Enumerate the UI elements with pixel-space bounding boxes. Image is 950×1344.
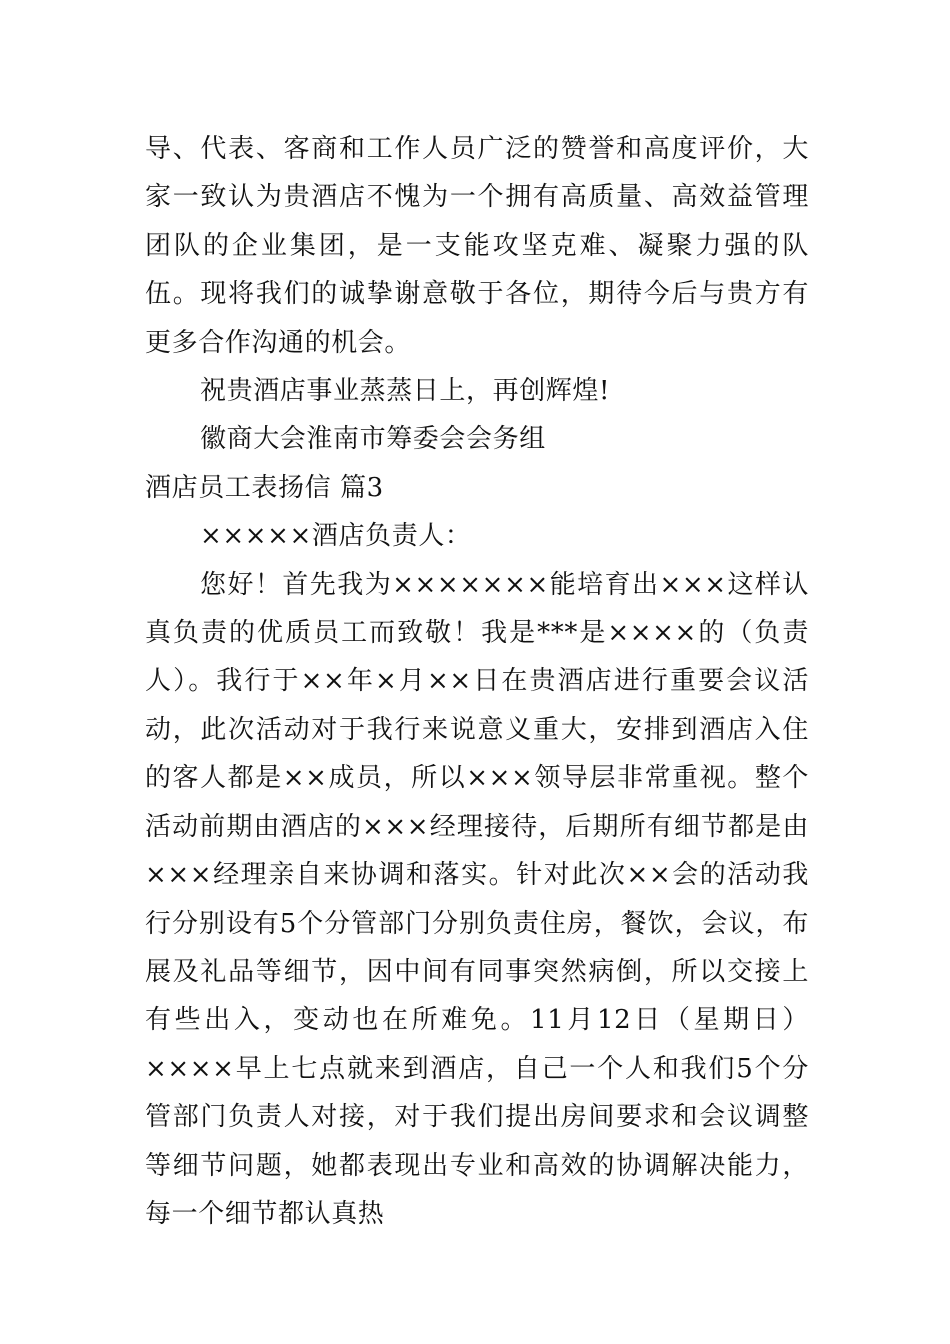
closing-wish: 祝贵酒店事业蒸蒸日上，再创辉煌!	[200, 376, 611, 407]
section-title: 酒店员工表扬信 篇3	[145, 472, 384, 503]
body-paragraph: 您好！首先我为×××××××能培育出×××这样认真负责的优质员工而致敬！我是***是××××的（负责人）。我行于××年×月××日在贵酒店进行重要会议活动，此次活动对于我行来说意义重大，安排到酒店入住的客人都是××成员，所以×××领导层非常重视。整个活动前期由酒店的×××经理接待，后期所有细节都是由×××经理亲自来协调和落实。针对此次××会的活动我行分别设有5个分管部门分别负责住房，餐饮，会议，布展及礼品等细节，因中间有同事突然病倒，所以交接上有些出入，变动也在所难免。11月12日（星期日）××××早上七点就来到酒店，自己一个人和我们5个分管部门负责人对接，对于我们提出房间要求和会议调整等细节问题，她都表现出专业和高效的协调解决能力，每一个细节都认真热	[145, 569, 809, 1229]
paragraph-continuation: 导、代表、客商和工作人员广泛的赞誉和高度评价，大家一致认为贵酒店不愧为一个拥有高质量、高效益管理团队的企业集团，是一支能攻坚克难、凝聚力强的队伍。现将我们的诚挚谢意敬于各位，期待今后与贵方有更多合作沟通的机会。	[145, 134, 809, 358]
document-body	[145, 125, 809, 1238]
signature: 徽商大会淮南市筹委会会务组	[200, 424, 546, 455]
salutation: ×××××酒店负责人：	[200, 521, 472, 552]
